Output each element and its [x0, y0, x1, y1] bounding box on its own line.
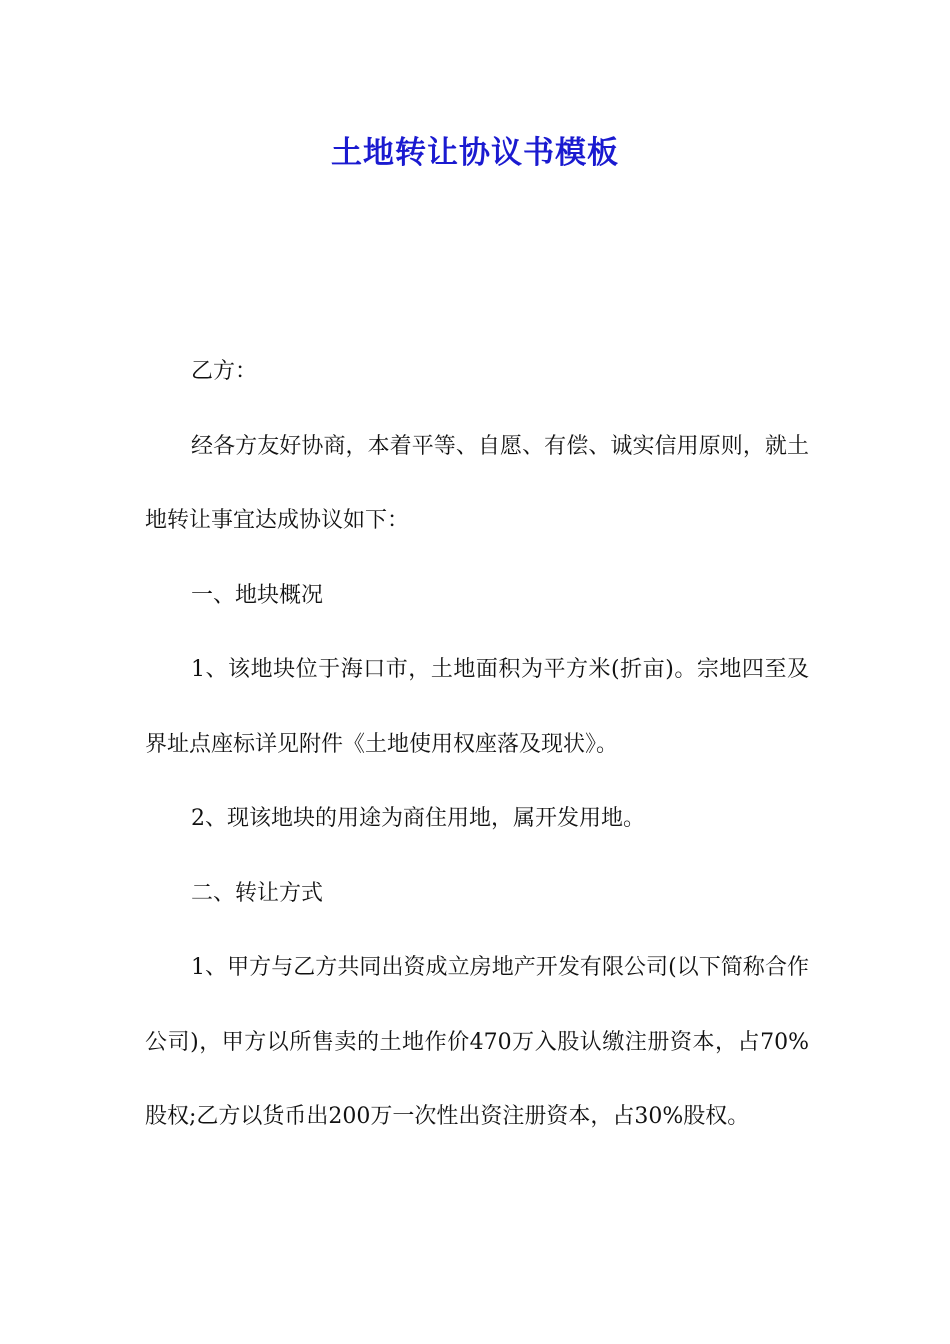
paragraph-party-b: 乙方：	[191, 359, 258, 384]
paragraph-joint-venture: 1、甲方与乙方共同出资成立房地产开发有限公司(以下简称合作公司)，甲方以所售卖的土地作价470万入股认缴注册资本，占70%股权;乙方以货币出200万一次性出资注册资本，占30%股权。	[145, 955, 809, 1129]
paragraph-preamble: 经各方友好协商，本着平等、自愿、有偿、诚实信用原则，就土地转让事宜达成协议如下：	[145, 433, 809, 533]
section-heading-land-overview: 一、地块概况	[191, 582, 324, 608]
document-title: 土地转让协议书模板	[331, 135, 619, 171]
paragraph-land-use: 2、现该地块的用途为商住用地，属开发用地。	[191, 806, 645, 831]
section-heading-transfer-method: 二、转让方式	[191, 880, 324, 906]
document-body	[145, 335, 809, 1155]
paragraph-land-location: 1、该地块位于海口市，土地面积为平方米(折亩)。宗地四至及界址点座标详见附件《土地使用权座落及现状》。	[145, 657, 809, 757]
